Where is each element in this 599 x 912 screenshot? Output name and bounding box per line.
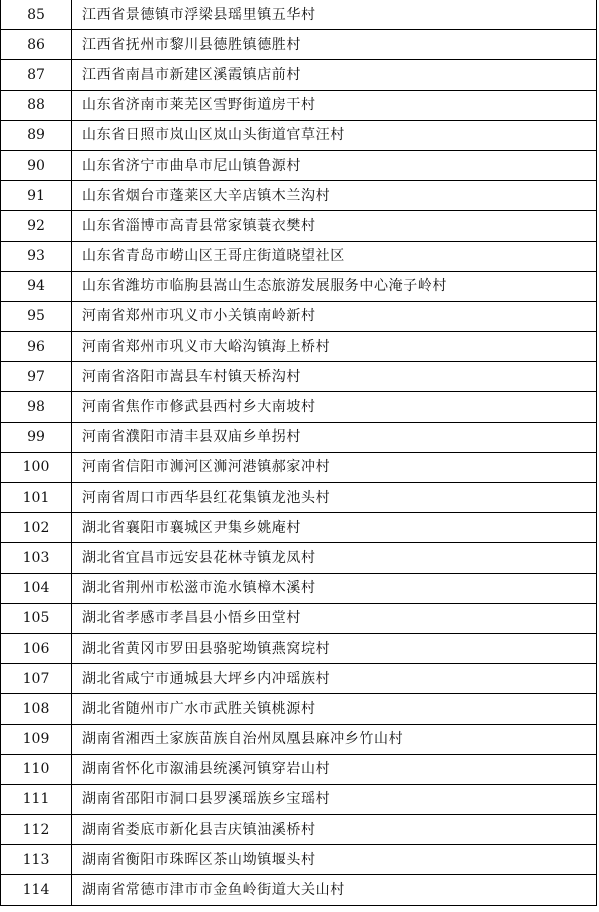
table-row: [1, 845, 597, 875]
table-row: [1, 784, 597, 814]
table-row: [1, 633, 597, 663]
row-number: 102: [1, 513, 72, 543]
village-name: 河南省信阳市浉河区浉河港镇郝家冲村: [72, 452, 597, 482]
village-name: 湖南省邵阳市洞口县罗溪瑶族乡宝瑶村: [72, 784, 597, 814]
row-number: 88: [1, 90, 72, 120]
village-name: 山东省济宁市曲阜市尼山镇鲁源村: [72, 150, 597, 180]
village-name: 河南省周口市西华县红花集镇龙池头村: [72, 483, 597, 513]
table-row: [1, 90, 597, 120]
village-name: 湖北省宜昌市远安县花林寺镇龙凤村: [72, 543, 597, 573]
table-body: [1, 0, 597, 905]
row-number: 99: [1, 422, 72, 452]
row-number: 110: [1, 754, 72, 784]
table-row: [1, 211, 597, 241]
row-number: 100: [1, 452, 72, 482]
row-number: 86: [1, 30, 72, 60]
village-name: 湖北省咸宁市通城县大坪乡内冲瑶族村: [72, 664, 597, 694]
row-number: 111: [1, 784, 72, 814]
table-row: [1, 30, 597, 60]
village-name: 山东省济南市莱芜区雪野街道房干村: [72, 90, 597, 120]
row-number: 96: [1, 332, 72, 362]
village-name: 江西省南昌市新建区溪霞镇店前村: [72, 60, 597, 90]
table-row: [1, 362, 597, 392]
table-row: [1, 332, 597, 362]
table-row: [1, 543, 597, 573]
village-name: 湖北省荆州市松滋市洈水镇樟木溪村: [72, 573, 597, 603]
row-number: 103: [1, 543, 72, 573]
row-number: 98: [1, 392, 72, 422]
row-number: 113: [1, 845, 72, 875]
table-row: [1, 513, 597, 543]
row-number: 89: [1, 120, 72, 150]
table-row: [1, 724, 597, 754]
row-number: 104: [1, 573, 72, 603]
row-number: 94: [1, 271, 72, 301]
table-row: [1, 392, 597, 422]
village-name: 湖南省怀化市溆浦县统溪河镇穿岩山村: [72, 754, 597, 784]
row-number: 85: [1, 0, 72, 30]
village-name: 河南省郑州市巩义市大峪沟镇海上桥村: [72, 332, 597, 362]
table-row: [1, 241, 597, 271]
row-number: 108: [1, 694, 72, 724]
table-row: [1, 181, 597, 211]
village-name: 湖北省黄冈市罗田县骆驼坳镇燕窝垸村: [72, 633, 597, 663]
table-row: [1, 875, 597, 905]
row-number: 106: [1, 633, 72, 663]
village-name: 湖南省衡阳市珠晖区茶山坳镇堰头村: [72, 845, 597, 875]
row-number: 97: [1, 362, 72, 392]
village-name: 山东省潍坊市临朐县嵩山生态旅游发展服务中心淹子岭村: [72, 271, 597, 301]
village-name: 湖南省娄底市新化县吉庆镇油溪桥村: [72, 815, 597, 845]
table-row: [1, 422, 597, 452]
village-name: 河南省焦作市修武县西村乡大南坡村: [72, 392, 597, 422]
row-number: 101: [1, 483, 72, 513]
row-number: 90: [1, 150, 72, 180]
village-name: 湖北省襄阳市襄城区尹集乡姚庵村: [72, 513, 597, 543]
row-number: 105: [1, 603, 72, 633]
table-row: [1, 452, 597, 482]
row-number: 92: [1, 211, 72, 241]
table-row: [1, 0, 597, 30]
table-row: [1, 301, 597, 331]
table-row: [1, 603, 597, 633]
row-number: 109: [1, 724, 72, 754]
table-row: [1, 483, 597, 513]
row-number: 93: [1, 241, 72, 271]
table-row: [1, 664, 597, 694]
table-row: [1, 573, 597, 603]
village-name: 河南省濮阳市清丰县双庙乡单拐村: [72, 422, 597, 452]
row-number: 95: [1, 301, 72, 331]
table-row: [1, 694, 597, 724]
village-name: 山东省青岛市崂山区王哥庄街道晓望社区: [72, 241, 597, 271]
table-row: [1, 150, 597, 180]
village-name: 山东省日照市岚山区岚山头街道官草汪村: [72, 120, 597, 150]
village-name: 河南省洛阳市嵩县车村镇天桥沟村: [72, 362, 597, 392]
row-number: 91: [1, 181, 72, 211]
row-number: 87: [1, 60, 72, 90]
table-row: [1, 120, 597, 150]
village-name: 山东省烟台市蓬莱区大辛店镇木兰沟村: [72, 181, 597, 211]
table-row: [1, 815, 597, 845]
village-name: 湖南省湘西土家族苗族自治州凤凰县麻冲乡竹山村: [72, 724, 597, 754]
table-row: [1, 271, 597, 301]
village-name: 湖北省随州市广水市武胜关镇桃源村: [72, 694, 597, 724]
village-name: 河南省郑州市巩义市小关镇南岭新村: [72, 301, 597, 331]
village-name: 湖南省常德市津市市金鱼岭街道大关山村: [72, 875, 597, 905]
village-name: 山东省淄博市高青县常家镇蓑衣樊村: [72, 211, 597, 241]
row-number: 107: [1, 664, 72, 694]
village-name: 江西省景德镇市浮梁县瑶里镇五华村: [72, 0, 597, 30]
table-row: [1, 60, 597, 90]
row-number: 114: [1, 875, 72, 905]
village-name: 江西省抚州市黎川县德胜镇德胜村: [72, 30, 597, 60]
village-name: 湖北省孝感市孝昌县小悟乡田堂村: [72, 603, 597, 633]
table-row: [1, 754, 597, 784]
row-number: 112: [1, 815, 72, 845]
